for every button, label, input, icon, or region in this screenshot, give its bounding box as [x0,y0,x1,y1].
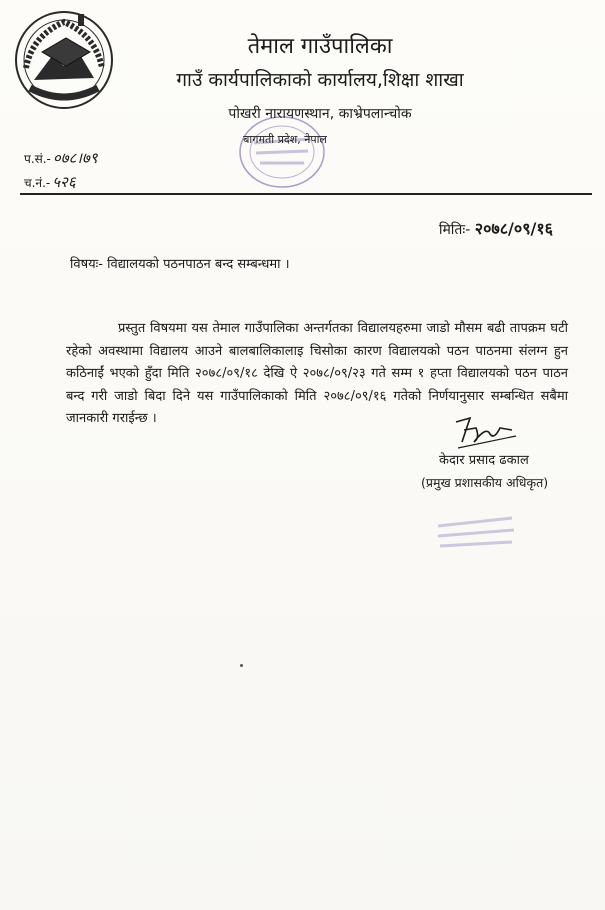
date-label: मितिः- [438,222,471,238]
date-value: २०७८/०९/१६ [474,219,553,238]
office-name: तेमाल गाउँपालिका [247,34,393,59]
dispatch-number [24,172,76,192]
officer-stamp [432,512,520,558]
signatory-title: (प्रमुख प्रशासकीय अधिकृत) [421,475,549,490]
signatory-name: केदार प्रसाद ढकाल [439,453,529,468]
dispatch-value: ५२६ [52,173,76,191]
letter-body: प्रस्तुत विषयमा यस तेमाल गाउँपालिका अन्तर्गतका विद्यालयहरुमा जाडो मौसम बढी तापक्रम घटी रहेको अवस्थामा विद्यालय आउने बालबालिकालाइ चिसोका कारण विद्यालयको पठन पाठनमा संलग्न हुन कठिनाईं भएको हुँदा मिति २०७८/०९/१८ देखि ऐ २०७८/०९/२३ गते सम्म १ हप्ता विद्यालयको पठन पाठन बन्द गरी जाडो बिदा दिने यस गाउँपालिकाको मिति २०७८/०९/१६ गतेको निर्णयानुसार सम्बन्धित सबैमा जानकारी गराईन्छ । [66,321,568,426]
office-address: पोखरी नारायणस्थान, काभ्रेपलान्चोक [228,106,412,122]
header-divider [20,193,592,195]
nepal-government-emblem [12,8,116,112]
office-department: गाउँ कार्यपालिकाको कार्यालय,शिक्षा शाखा [176,69,464,91]
speck [240,664,243,667]
office-province: बागमती प्रदेश, नेपाल [243,133,327,146]
dispatch-label: च.नं.- [24,176,51,190]
reference-number [24,148,98,168]
office-stamp [236,113,328,191]
reference-label: प.सं.- [24,152,51,166]
letter-date [439,217,553,239]
reference-value: ०७८।७९ [52,149,98,167]
letter-subject: विषयः- विद्यालयको पठनपाठन बन्द सम्बन्धमा । [70,257,290,272]
